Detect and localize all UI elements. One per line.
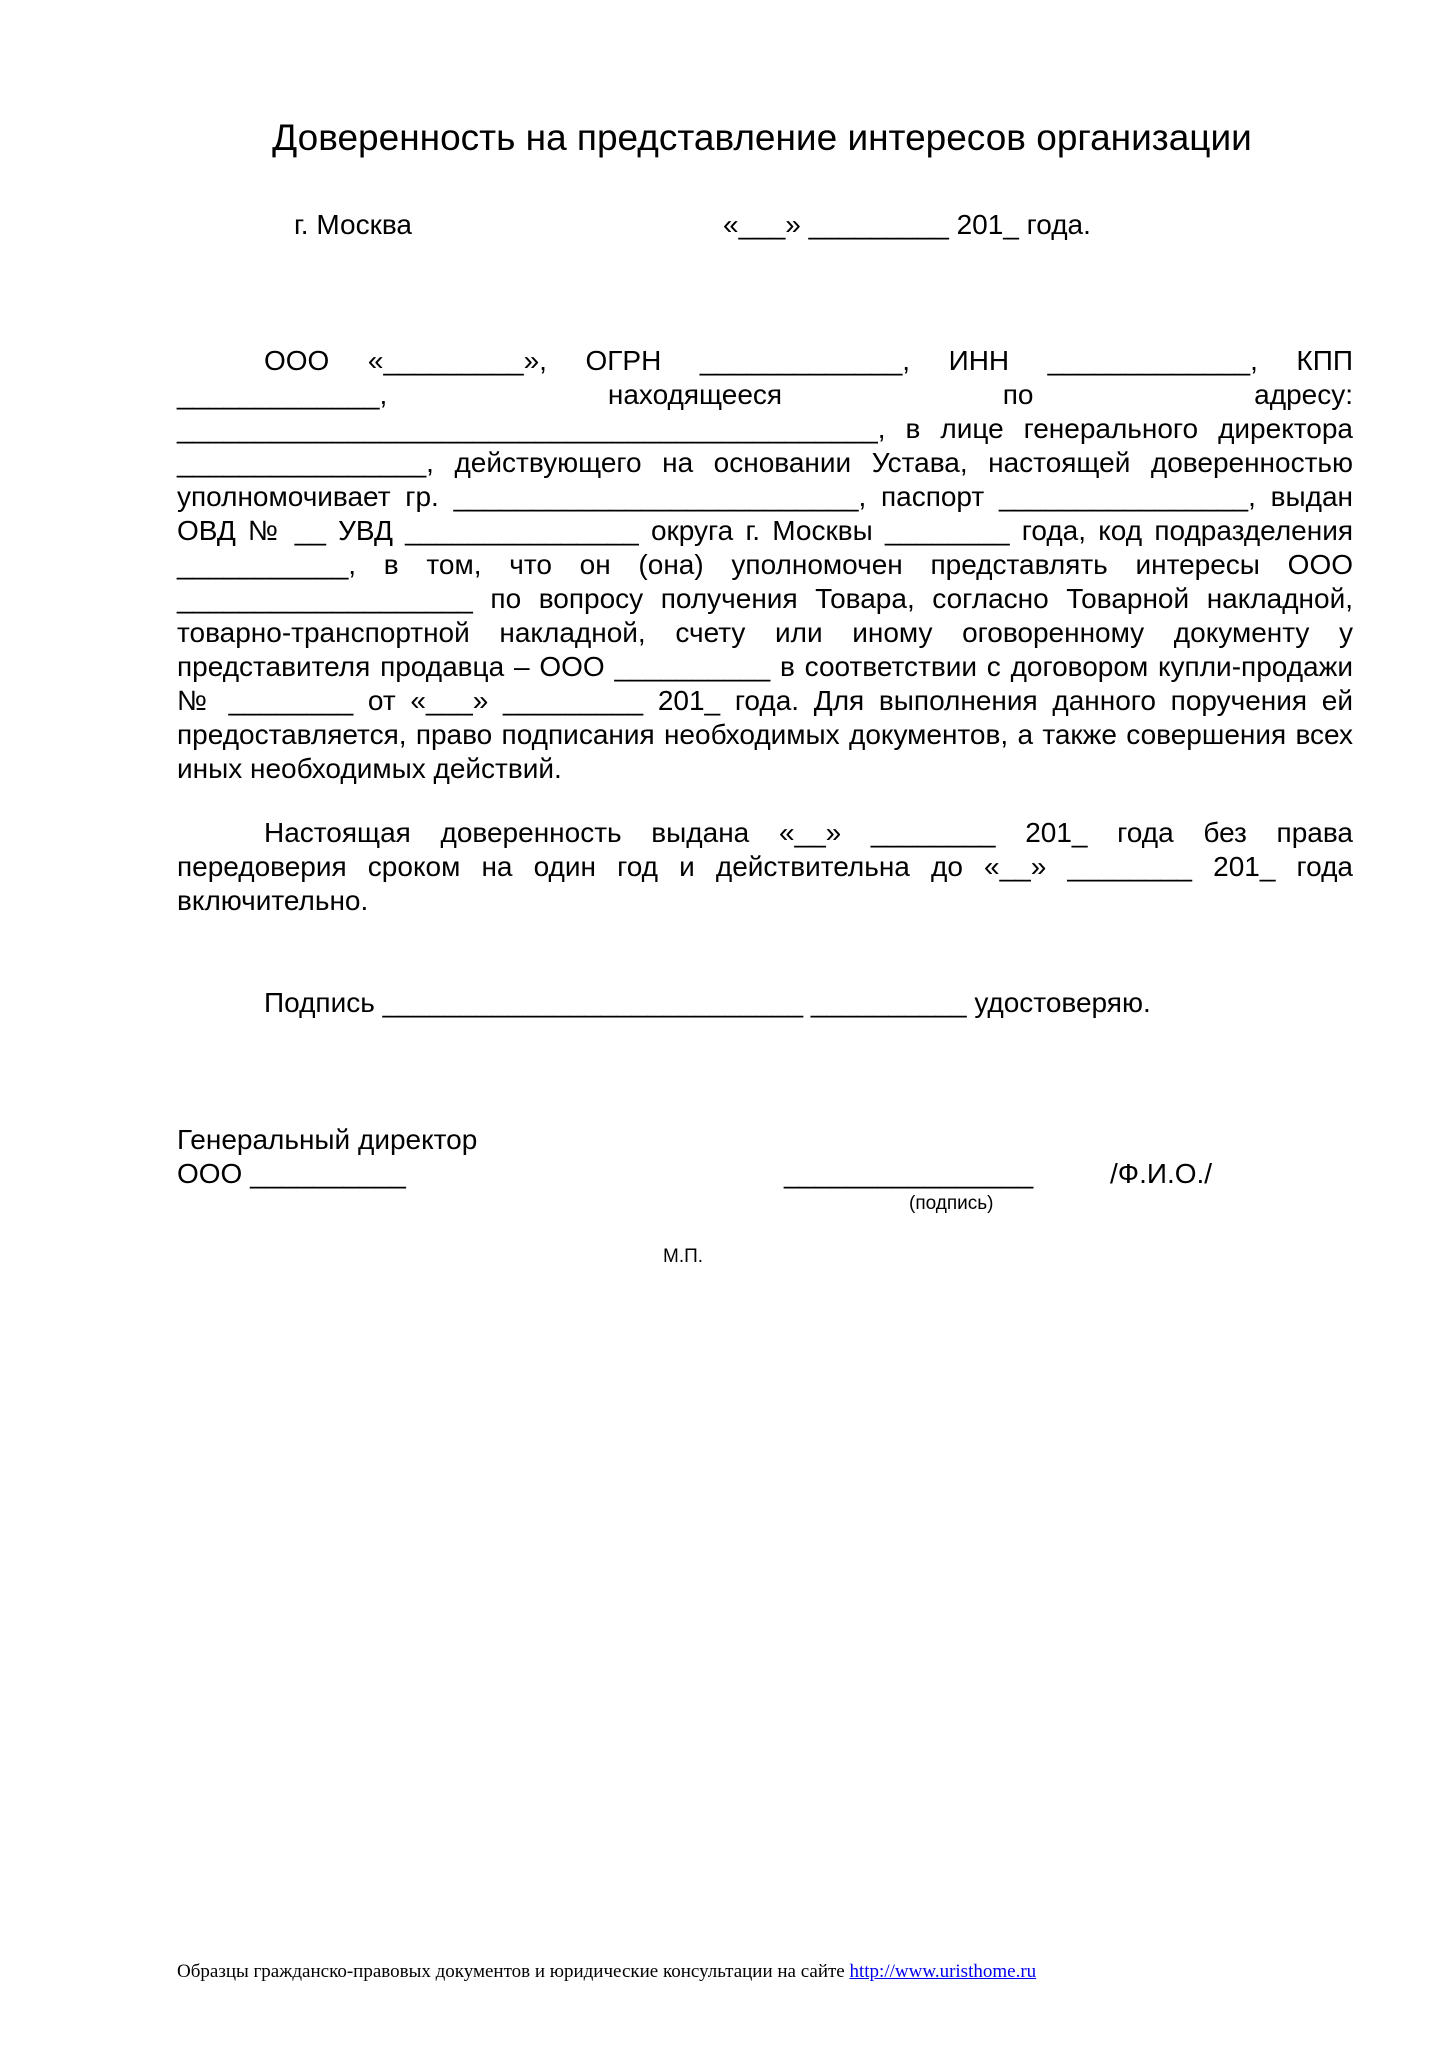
director-signature-blank: ________________ [784,1158,1034,1189]
main-paragraph [177,344,1353,786]
document-title: Доверенность на представление интересов организации [272,117,1252,158]
signature-certification-line: Подпись ___________________________ __________ удостоверяю. [264,987,1151,1018]
footer [177,1960,1036,1984]
document-date-line: «___» _________ 201_ года. [723,209,1091,240]
validity-paragraph-text: Настоящая доверенность выдана «__» ________ 201_ года без права передоверия сроком на один год и действительна до «__» ________ 201_ года включительно. [177,817,1353,916]
signature-caption: (подпись) [909,1193,994,1214]
director-organization: ООО __________ [177,1158,406,1189]
validity-paragraph [177,816,1353,918]
main-paragraph-text: ООО «_________», ОГРН _____________, ИНН _____________, КПП _____________, находящееся по адресу: _____________________________________________, в лице генерального директора ________________, действующего на основании Устава, настоящей доверенностью уполномочивает гр. __________________________, паспорт ________________, выдан ОВД № __ УВД _______________ округа г. Москвы ________ года, код подразделения ___________, в том, что он (она) уполномочен представлять интересы ООО ___________________ по вопросу получения Товара, согласно Товарной накладной, товарно-транспортной накладной, счету или иному оговоренному документу у представителя продавца – ООО __________ в соответствии с договором купли-продажи № ________ от «___» _________ 201_ года. Для выполнения данного поручения ей предоставляется, право подписания необходимых документов, а также совершения всех иных необходимых действий. [177,345,1353,784]
director-title: Генеральный директор [177,1124,478,1155]
footer-text: Образцы гражданско-правовых документов и юридические консультации на сайте [177,1961,850,1982]
document-city: г. Москва [294,209,412,240]
footer-link[interactable]: http://www.uristhome.ru [849,1961,1037,1982]
director-fio: /Ф.И.О./ [1110,1158,1213,1189]
stamp-mark: М.П. [663,1246,704,1267]
